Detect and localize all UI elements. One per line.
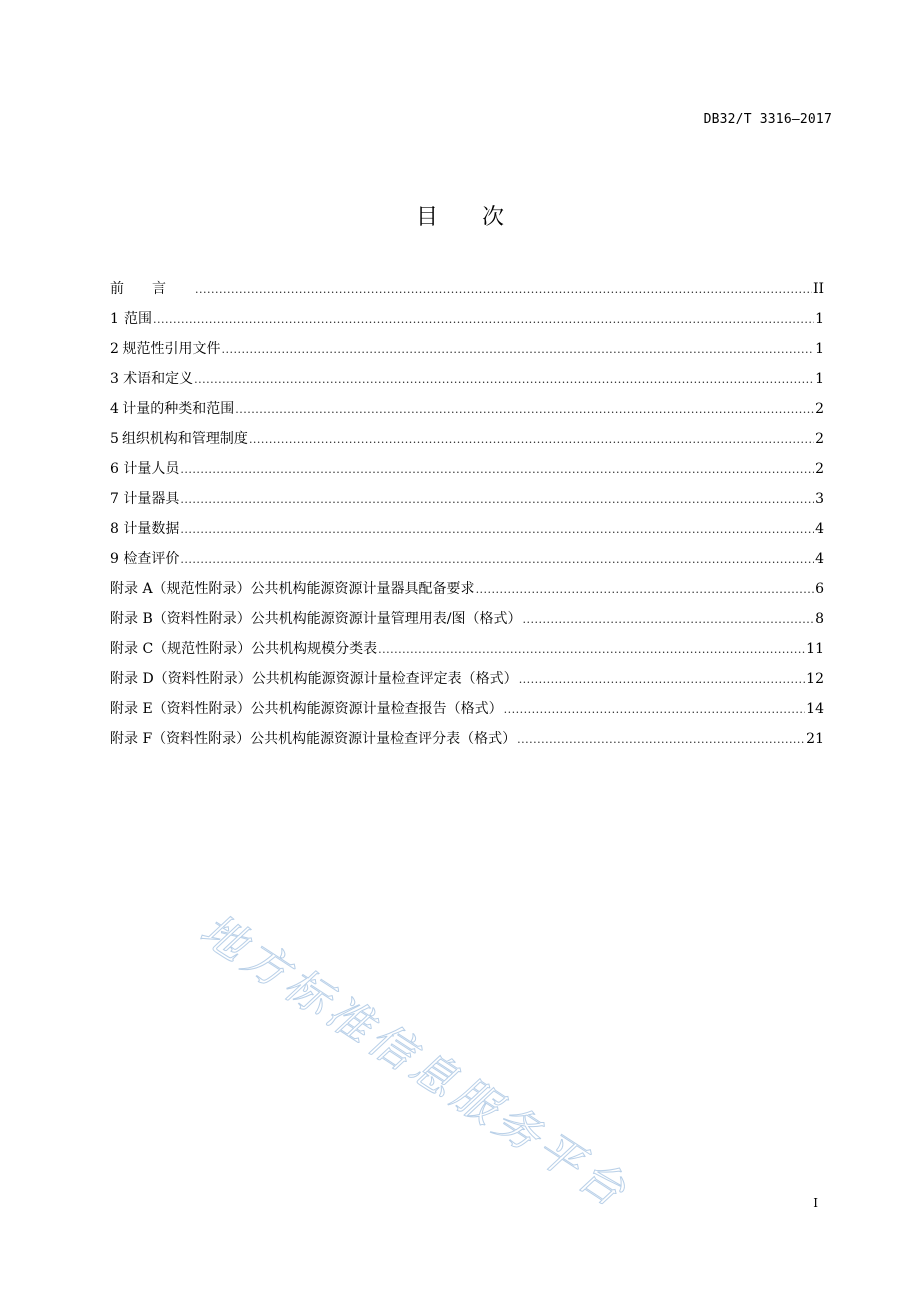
- toc-leader-dots: [519, 665, 805, 695]
- toc-entry-number: 2: [110, 341, 119, 357]
- table-of-contents: [110, 274, 824, 754]
- toc-entry-number: 5: [110, 431, 119, 447]
- toc-entry-annex-a[interactable]: [110, 574, 824, 604]
- toc-entry-chapter-9[interactable]: [110, 544, 824, 574]
- toc-leader-dots: [517, 725, 805, 755]
- toc-entry-title: 公共机构规模分类表: [251, 641, 378, 657]
- toc-leader-dots: [194, 365, 814, 395]
- toc-entry-title: 计量人员: [123, 461, 180, 477]
- toc-entry-chapter-6[interactable]: [110, 454, 824, 484]
- toc-entry-chapter-3[interactable]: [110, 364, 824, 394]
- toc-page-number: 3: [815, 491, 824, 507]
- toc-entry-annex-f[interactable]: [110, 724, 824, 754]
- toc-page-number: II: [812, 281, 824, 297]
- toc-page-number: 1: [815, 371, 824, 387]
- toc-leader-dots: [222, 335, 815, 365]
- toc-entry-title: 术语和定义: [123, 371, 194, 387]
- toc-entry-chapter-4[interactable]: [110, 394, 824, 424]
- toc-leader-dots: [504, 695, 806, 725]
- toc-annex-label: 附录 D（资料性附录）: [110, 671, 252, 687]
- toc-leader-dots: [522, 605, 814, 635]
- toc-page-number: 11: [806, 641, 824, 657]
- toc-page-number: 6: [815, 581, 824, 597]
- toc-entry-title: 公共机构能源资源计量检查报告（格式）: [250, 701, 503, 717]
- toc-entry-chapter-2[interactable]: [110, 334, 824, 364]
- toc-leader-dots: [378, 635, 805, 665]
- toc-page-number: 12: [806, 671, 824, 687]
- toc-entry-chapter-8[interactable]: [110, 514, 824, 544]
- toc-entry-title: 规范性引用文件: [122, 341, 221, 357]
- toc-leader-dots: [195, 275, 812, 305]
- toc-annex-label: 附录 A（规范性附录）: [110, 581, 251, 597]
- toc-entry-annex-b[interactable]: [110, 604, 824, 634]
- toc-entry-annex-d[interactable]: [110, 664, 824, 694]
- toc-leader-dots: [249, 425, 814, 455]
- toc-leader-dots: [235, 395, 814, 425]
- toc-page-number: 14: [806, 701, 824, 717]
- toc-leader-dots: [180, 455, 814, 485]
- footer-page-number: I: [813, 1196, 818, 1210]
- toc-entry-number: 8: [110, 521, 119, 537]
- toc-annex-label: 附录 C（规范性附录）: [110, 641, 252, 657]
- toc-annex-label: 附录 B（资料性附录）: [110, 611, 251, 627]
- toc-entry-number: 7: [110, 491, 119, 507]
- toc-entry-title: 公共机构能源资源计量管理用表/图（格式）: [250, 611, 522, 627]
- toc-leader-dots: [180, 485, 814, 515]
- toc-page-number: 21: [806, 731, 824, 747]
- toc-annex-label: 附录 F（资料性附录）: [110, 731, 251, 747]
- toc-entry-title: 组织机构和管理制度: [121, 431, 248, 447]
- toc-entry-title: 计量数据: [123, 521, 180, 537]
- toc-entry-number: 1: [110, 311, 119, 327]
- toc-page-number: 2: [815, 401, 824, 417]
- toc-page-number: 2: [815, 431, 824, 447]
- toc-title: 目次: [415, 205, 548, 230]
- toc-leader-dots: [476, 575, 815, 605]
- toc-entry-number: 3: [110, 371, 119, 387]
- toc-page-number: 4: [815, 551, 824, 567]
- toc-entry-number: 9: [110, 551, 119, 567]
- toc-entry-chapter-1[interactable]: [110, 304, 824, 334]
- toc-page-number: 2: [815, 461, 824, 477]
- toc-entry-number: 4: [110, 401, 119, 417]
- toc-entry-preface[interactable]: [110, 274, 824, 304]
- toc-entry-title: 公共机构能源资源计量器具配备要求: [250, 581, 475, 597]
- toc-entry-annex-e[interactable]: [110, 694, 824, 724]
- toc-leader-dots: [180, 515, 814, 545]
- toc-leader-dots: [153, 305, 814, 335]
- toc-entry-title: 前言: [110, 281, 194, 297]
- toc-entry-title: 检查评价: [123, 551, 180, 567]
- toc-leader-dots: [180, 545, 814, 575]
- toc-page-number: 1: [815, 311, 824, 327]
- toc-entry-number: 6: [110, 461, 119, 477]
- toc-entry-title: 计量器具: [123, 491, 180, 507]
- toc-entry-chapter-5[interactable]: [110, 424, 824, 454]
- toc-entry-annex-c[interactable]: [110, 634, 824, 664]
- toc-page-number: 8: [815, 611, 824, 627]
- toc-annex-label: 附录 E（资料性附录）: [110, 701, 251, 717]
- toc-entry-title: 计量的种类和范围: [122, 401, 235, 417]
- toc-page-number: 4: [815, 521, 824, 537]
- toc-entry-title: 公共机构能源资源计量检查评定表（格式）: [251, 671, 518, 687]
- document-code: DB32/T 3316—2017: [703, 112, 832, 127]
- toc-entry-chapter-7[interactable]: [110, 484, 824, 514]
- watermark: 地方标准信息服务平台: [191, 904, 639, 1220]
- toc-entry-title: 公共机构能源资源计量检查评分表（格式）: [250, 731, 517, 747]
- toc-entry-title: 范围: [123, 311, 152, 327]
- toc-page-number: 1: [815, 341, 824, 357]
